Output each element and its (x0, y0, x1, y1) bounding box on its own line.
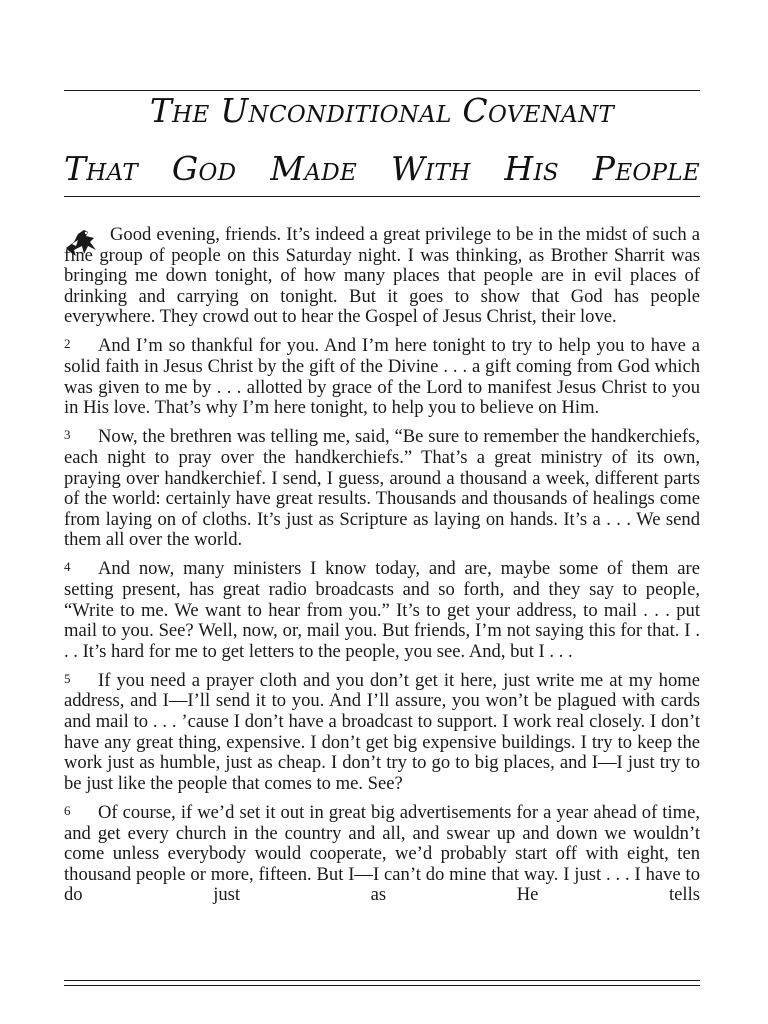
title-line-2: That God Made With His People (64, 149, 700, 188)
paragraph-number: 2 (64, 336, 71, 352)
paragraph-number: 4 (64, 559, 71, 575)
page-title (64, 82, 700, 198)
paragraph-1-text: Good evening, friends. It’s indeed a great privilege to be in the midst of such a fine group of people on this Saturday night. I was thinking, as Brother Sharrit was bringing me down tonight, of how many places that people are in evil places of drinking and carrying on tonight. But it goes to show that God has people everywhere. They crowd out to hear the Gospel of Jesus Christ, their love. (64, 224, 700, 328)
paragraph-2-text: And I’m so thankful for you. And I’m here tonight to try to help you to have a solid faith in Jesus Christ by the gift of the Divine . . . a gift coming from God which was given to me by . . . allotted by grace of the Lord to manifest Jesus Christ to you in His love. That’s why I’m here tonight, to help you to believe on Him. (64, 335, 700, 419)
title-line-1: The Unconditional Covenant (149, 91, 615, 130)
paragraph-5-text: If you need a prayer cloth and you don’t get it here, just write me at my home address, and I—I’ll send it to you. And I’ll assure, you won’t be plagued with cards and mail to . . . ’cause I don’t have a broadcast to support. I work real closely. I don’t have any great thing, expensive. I don’t get big expensive buildings. I try to keep the work just as humble, just as cheap. I don’t try to go to big places, and I—I just try to be just like the people that comes to me. See? (64, 669, 700, 794)
paragraph-6-text: Of course, if we’d set it out in great big advertisements for a year ahead of time, and get every church in the country and all, and swear up and down we wouldn’t come unless everybody would cooperate, we’d probably start off with eight, ten thousand people or more, fifteen. But I—I can’t do mine that way. I just . . . I have to do just as He tells (64, 801, 700, 906)
title-underline-rule (64, 196, 700, 197)
bottom-rule-2 (64, 985, 700, 986)
paragraph-3 (64, 425, 700, 551)
paragraph-5 (64, 669, 700, 795)
paragraph-2 (64, 334, 700, 418)
paragraph-1 (64, 225, 700, 328)
paragraph-4-text: And now, many ministers I know today, and are, maybe some of them are setting present, has great radio broadcasts and so forth, and they say to people, “Write to me. We want to hear from you.” It’s to get your address, to mail . . . put mail to you. See? Well, now, or, mail you. But friends, I’m not saying this for that. I . . . It’s hard for me to get letters to the people, you see. And, but I . . . (64, 558, 700, 662)
paragraph-number: 6 (64, 802, 71, 818)
paragraph-6 (64, 801, 700, 906)
paragraph-4 (64, 557, 700, 662)
bottom-rule-1 (64, 980, 700, 981)
paragraph-number: 3 (64, 427, 71, 443)
paragraph-3-text: Now, the brethren was telling me, said, “Be sure to remember the handkerchiefs, each night to pray over the handkerchiefs.” That’s a great ministry of its own, praying over handkerchief. I send, I guess, around a thousand a week, different parts of the world: certainly have great results. Thousands and thousands of healings come from laying on of cloths. It’s just as Scripture as laying on hands. It’s a . . . We send them all over the world. (64, 426, 700, 551)
paragraph-number: 5 (64, 670, 71, 686)
document-body (64, 225, 700, 912)
